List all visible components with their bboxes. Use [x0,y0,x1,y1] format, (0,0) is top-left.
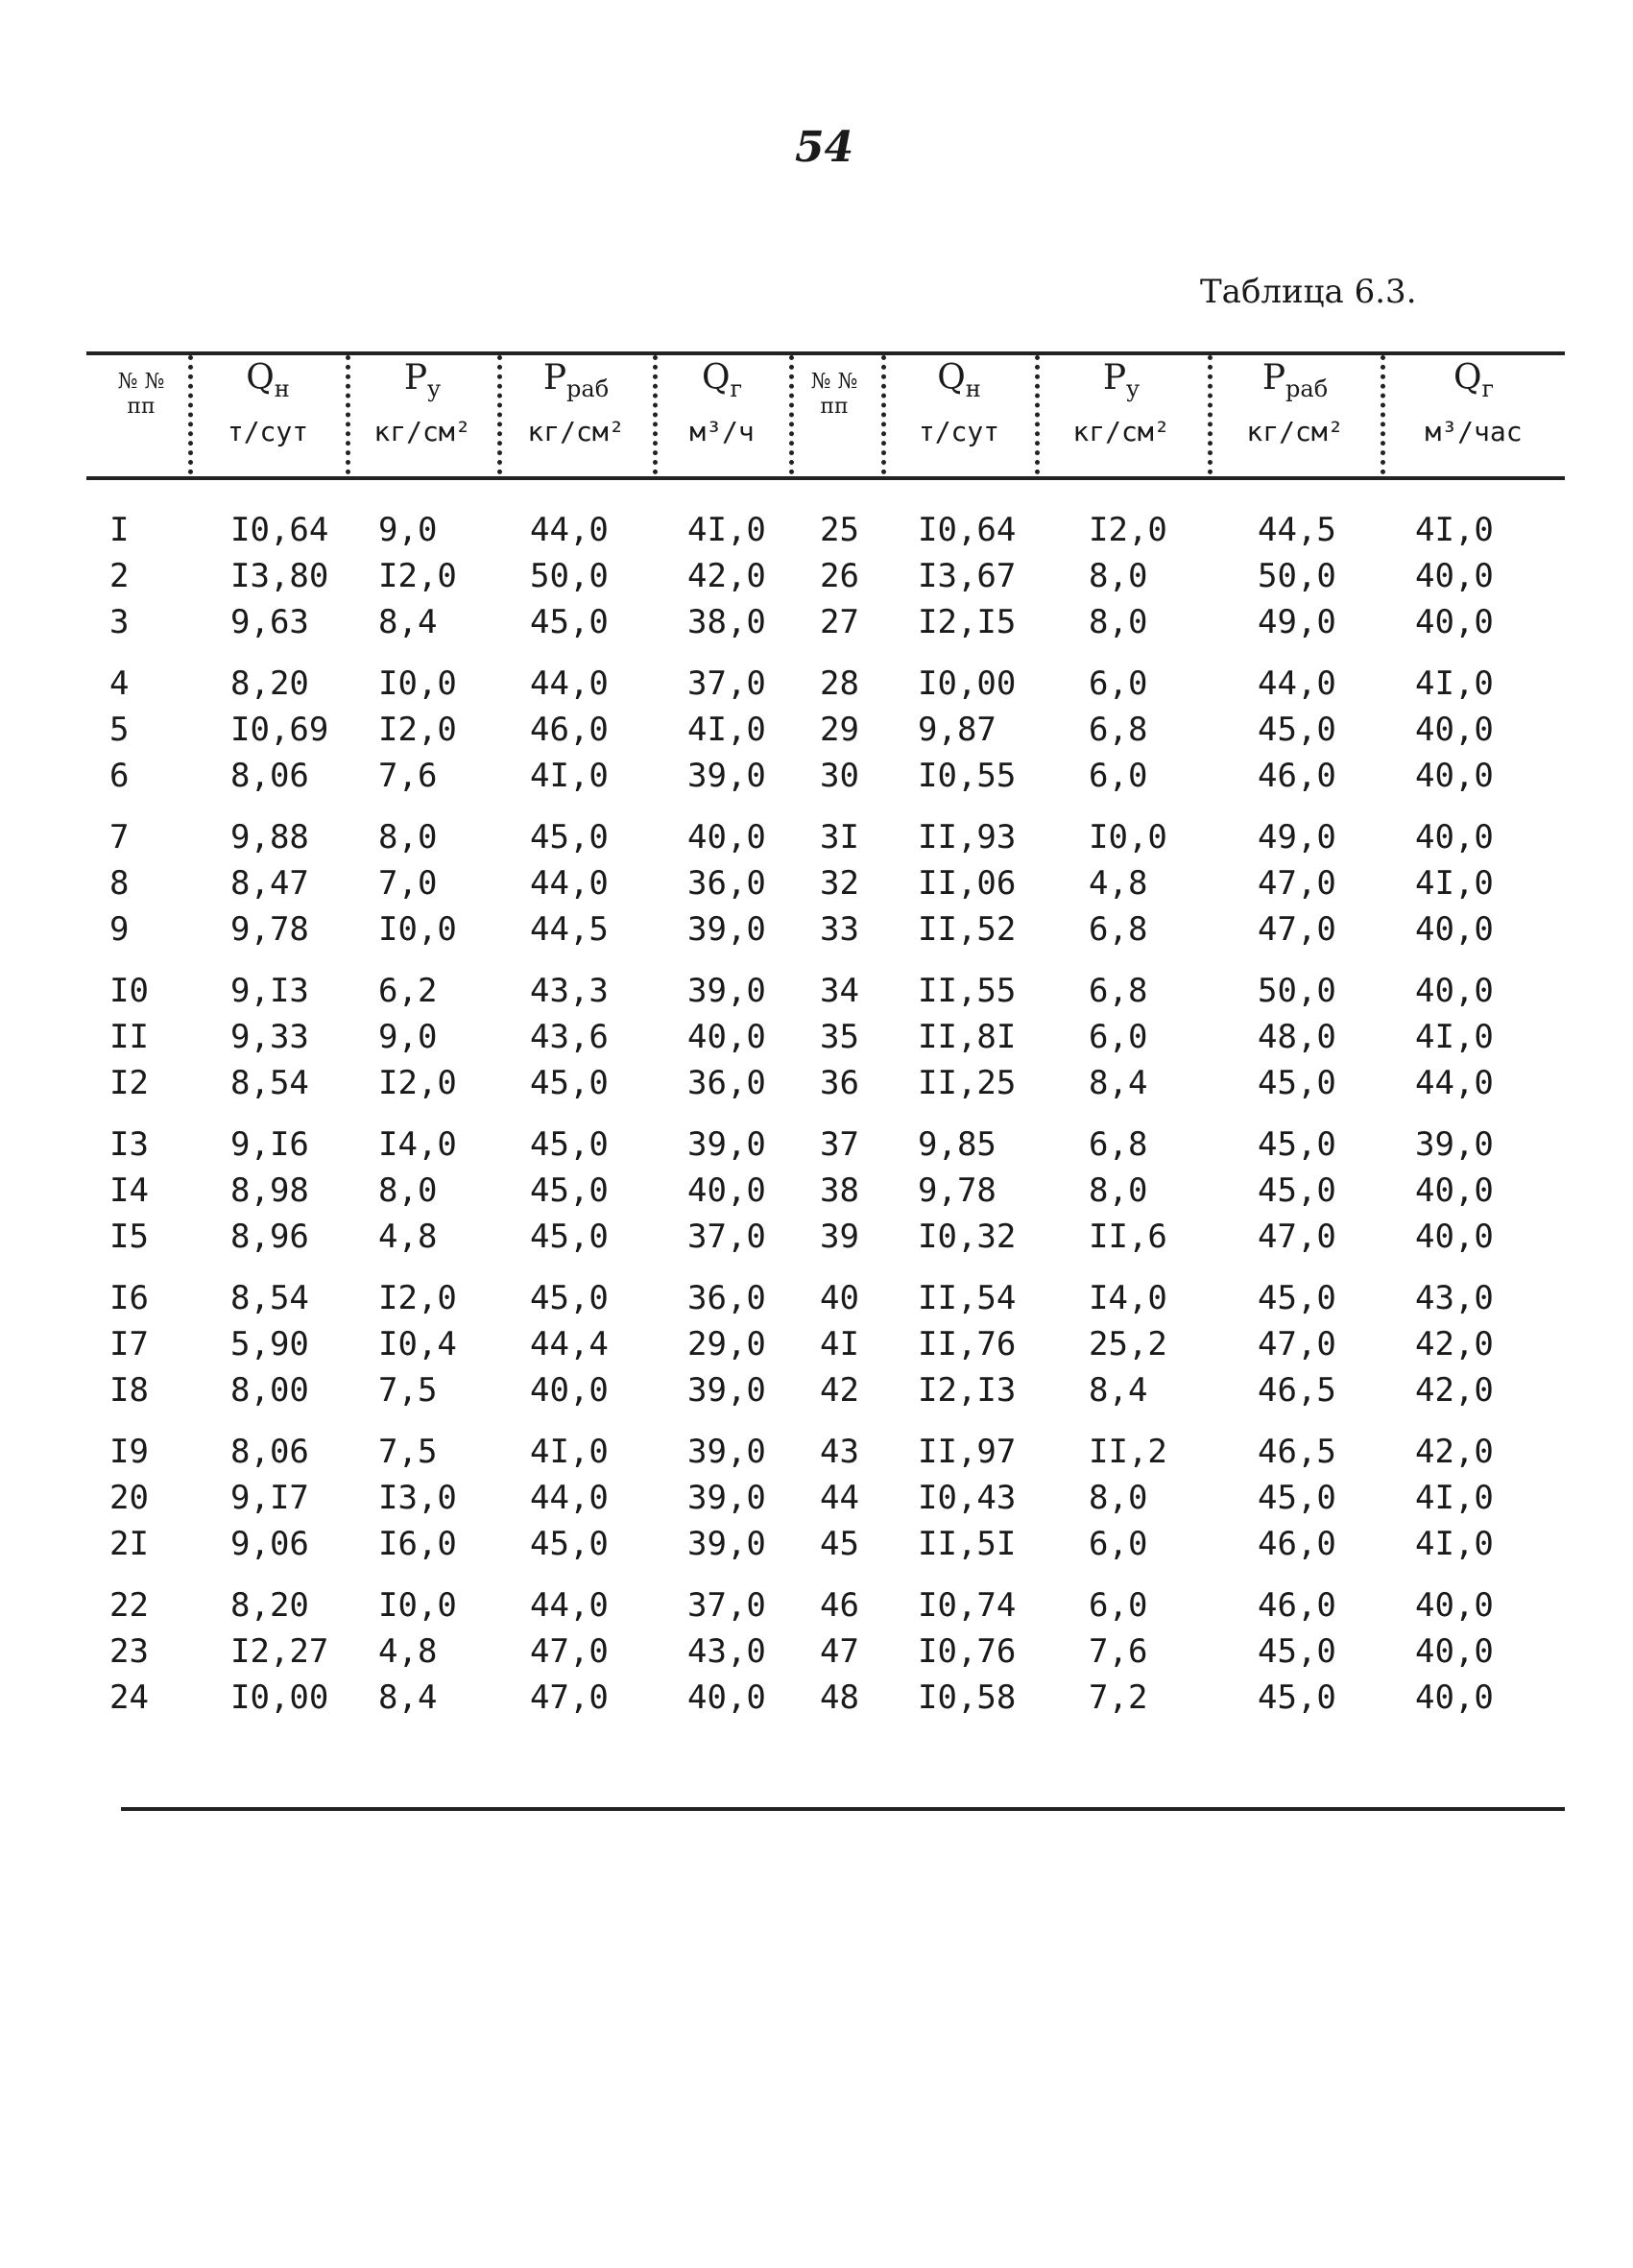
p-work-value-left: 47,0 [530,1632,609,1671]
q-oil-value-right: I0,74 [918,1586,1017,1625]
p-work-value-left: 43,6 [530,1018,609,1056]
p-work-value-right: 47,0 [1258,864,1336,903]
header-number-left: № № пп [117,370,165,420]
p-y-value-left: I0,0 [378,1586,457,1625]
p-y-value-right: 8,4 [1089,1064,1148,1102]
q-oil-value-left: 8,98 [230,1171,309,1210]
q-gas-value-right: 40,0 [1415,910,1494,949]
q-gas-value-right: 42,0 [1415,1433,1494,1471]
row-number-left: 20 [109,1479,149,1517]
p-y-value-right: 4,8 [1089,864,1148,903]
row-number-left: 2 [109,557,130,595]
table-row [0,557,1633,603]
p-y-value-right: 8,4 [1089,1371,1148,1410]
row-number-left: 24 [109,1678,149,1717]
table-row [0,1171,1633,1218]
row-group [0,1279,1633,1417]
header-p-y-left: $P_у$ кг/см² [373,358,471,447]
row-number-left: 23 [109,1632,149,1671]
p-y-value-left: 7,0 [378,864,438,903]
p-y-value-right: 6,8 [1089,1125,1148,1164]
q-gas-value-left: 40,0 [687,1678,766,1717]
p-work-value-right: 45,0 [1258,1632,1336,1671]
p-work-value-right: 46,5 [1258,1371,1336,1410]
q-gas-value-right: 40,0 [1415,1171,1494,1210]
row-number-right: 42 [820,1371,859,1410]
q-oil-value-right: I3,67 [918,557,1017,595]
p-work-value-left: 45,0 [530,1064,609,1102]
p-work-value-left: 44,4 [530,1325,609,1363]
q-oil-value-left: I2,27 [230,1632,329,1671]
p-y-value-left: I3,0 [378,1479,457,1517]
p-y-value-left: 8,4 [378,603,438,641]
q-oil-value-right: II,8I [918,1018,1017,1056]
row-number-left: 2I [109,1525,149,1563]
q-gas-value-right: 4I,0 [1415,864,1494,903]
row-number-right: 37 [820,1125,859,1164]
p-work-value-left: 45,0 [530,1125,609,1164]
q-oil-value-right: 9,87 [918,711,997,749]
row-group [0,1586,1633,1725]
row-group [0,664,1633,803]
q-gas-value-left: 4I,0 [687,511,766,549]
q-oil-value-left: 8,96 [230,1218,309,1256]
q-gas-value-right: 44,0 [1415,1064,1494,1102]
q-oil-value-left: 9,33 [230,1018,309,1056]
q-oil-value-right: I0,43 [918,1479,1017,1517]
p-y-value-left: I6,0 [378,1525,457,1563]
q-gas-value-right: 40,0 [1415,1632,1494,1671]
p-y-value-left: 9,0 [378,511,438,549]
row-number-right: 43 [820,1433,859,1471]
q-gas-value-left: 39,0 [687,1525,766,1563]
q-gas-value-left: 43,0 [687,1632,766,1671]
header-q-gas-right: $Q_г$ м³/час [1425,358,1523,447]
row-number-right: 27 [820,603,859,641]
q-oil-value-left: 9,63 [230,603,309,641]
p-y-value-right: II,6 [1089,1218,1167,1256]
p-y-value-right: 7,2 [1089,1678,1148,1717]
p-y-value-left: I2,0 [378,557,457,595]
row-number-right: 4I [820,1325,859,1363]
p-work-value-right: 44,5 [1258,511,1336,549]
q-gas-value-left: 37,0 [687,1586,766,1625]
p-y-value-left: I2,0 [378,1064,457,1102]
p-y-value-right: 7,6 [1089,1632,1148,1671]
table-row [0,664,1633,711]
q-oil-value-right: II,25 [918,1064,1017,1102]
q-oil-value-left: 9,88 [230,818,309,857]
p-work-value-right: 49,0 [1258,818,1336,857]
q-gas-value-right: 40,0 [1415,1586,1494,1625]
p-work-value-left: 46,0 [530,711,609,749]
q-gas-value-right: 40,0 [1415,1218,1494,1256]
q-gas-value-left: 38,0 [687,603,766,641]
row-number-right: 48 [820,1678,859,1717]
p-y-value-left: 8,4 [378,1678,438,1717]
row-number-left: 7 [109,818,130,857]
row-number-right: 47 [820,1632,859,1671]
q-oil-value-left: 9,06 [230,1525,309,1563]
row-number-left: I3 [109,1125,149,1164]
p-work-value-left: 45,0 [530,1525,609,1563]
table-row [0,1525,1633,1571]
table-row [0,910,1633,956]
p-y-value-left: 7,5 [378,1371,438,1410]
q-oil-value-left: 8,54 [230,1064,309,1102]
header-q-oil-left: $Q_н$ т/сут [227,358,309,447]
table-row [0,757,1633,803]
p-y-value-left: I0,4 [378,1325,457,1363]
p-y-value-right: 6,8 [1089,711,1148,749]
q-gas-value-right: 4I,0 [1415,1479,1494,1517]
row-group [0,1125,1633,1264]
table-row [0,1632,1633,1678]
p-work-value-right: 46,0 [1258,1586,1336,1625]
p-work-value-right: 45,0 [1258,711,1336,749]
header-number-right: № № пп [810,370,858,420]
row-number-right: 33 [820,910,859,949]
row-number-left: I9 [109,1433,149,1471]
p-work-value-right: 50,0 [1258,972,1336,1010]
p-work-value-right: 45,0 [1258,1125,1336,1164]
p-y-value-right: 6,0 [1089,664,1148,703]
q-gas-value-left: 39,0 [687,757,766,795]
table-row [0,1125,1633,1171]
header-p-work-left: $P_{раб}$ кг/см² [527,358,625,447]
q-gas-value-right: 40,0 [1415,1678,1494,1717]
p-work-value-right: 45,0 [1258,1479,1336,1517]
row-number-right: 32 [820,864,859,903]
q-oil-value-left: I0,69 [230,711,329,749]
q-oil-value-right: I2,I3 [918,1371,1017,1410]
table-row [0,1433,1633,1479]
table-header-rule [86,476,1565,480]
q-oil-value-left: 8,06 [230,757,309,795]
p-work-value-left: 45,0 [530,818,609,857]
row-number-right: 46 [820,1586,859,1625]
p-work-value-left: 45,0 [530,1171,609,1210]
p-work-value-left: 4I,0 [530,757,609,795]
p-work-value-left: 44,0 [530,511,609,549]
header-q-oil-right: $Q_н$ т/сут [918,358,1000,447]
q-oil-value-right: I0,76 [918,1632,1017,1671]
q-gas-value-right: 4I,0 [1415,1525,1494,1563]
table-row [0,603,1633,649]
q-gas-value-right: 40,0 [1415,603,1494,641]
p-work-value-left: 44,0 [530,1479,609,1517]
table-row [0,1064,1633,1110]
q-gas-value-left: 4I,0 [687,711,766,749]
p-work-value-right: 45,0 [1258,1678,1336,1717]
header-p-y-right: $P_у$ кг/см² [1072,358,1170,447]
p-work-value-right: 49,0 [1258,603,1336,641]
q-gas-value-left: 39,0 [687,1371,766,1410]
table-row [0,1371,1633,1417]
p-y-value-left: 6,2 [378,972,438,1010]
p-work-value-left: 45,0 [530,1279,609,1317]
p-y-value-right: 8,0 [1089,1171,1148,1210]
p-y-value-left: 8,0 [378,1171,438,1210]
q-gas-value-right: 42,0 [1415,1371,1494,1410]
table-row [0,1586,1633,1632]
p-y-value-left: I4,0 [378,1125,457,1164]
table-row [0,864,1633,910]
p-y-value-right: I0,0 [1089,818,1167,857]
p-y-value-right: 8,0 [1089,603,1148,641]
q-gas-value-right: 40,0 [1415,972,1494,1010]
row-number-left: 4 [109,664,130,703]
row-number-left: 22 [109,1586,149,1625]
row-group [0,972,1633,1110]
table-top-rule [86,351,1565,355]
q-oil-value-right: II,5I [918,1525,1017,1563]
row-number-left: 5 [109,711,130,749]
q-oil-value-left: 8,20 [230,664,309,703]
q-oil-value-right: 9,78 [918,1171,997,1210]
q-gas-value-left: 36,0 [687,1064,766,1102]
p-work-value-right: 45,0 [1258,1279,1336,1317]
p-y-value-right: 25,2 [1089,1325,1167,1363]
q-oil-value-left: 8,06 [230,1433,309,1471]
p-work-value-left: 44,5 [530,910,609,949]
table-row [0,1279,1633,1325]
q-gas-value-left: 39,0 [687,1479,766,1517]
p-y-value-left: 4,8 [378,1218,438,1256]
q-gas-value-left: 40,0 [687,1171,766,1210]
row-number-right: 45 [820,1525,859,1563]
p-y-value-left: I0,0 [378,664,457,703]
p-work-value-right: 47,0 [1258,910,1336,949]
p-work-value-right: 44,0 [1258,664,1336,703]
row-number-right: 40 [820,1279,859,1317]
q-gas-value-right: 40,0 [1415,711,1494,749]
p-y-value-right: 8,0 [1089,1479,1148,1517]
p-y-value-right: 8,0 [1089,557,1148,595]
p-work-value-right: 50,0 [1258,557,1336,595]
q-gas-value-right: 43,0 [1415,1279,1494,1317]
q-gas-value-left: 39,0 [687,972,766,1010]
p-y-value-right: 6,8 [1089,910,1148,949]
p-work-value-left: 4I,0 [530,1433,609,1471]
q-gas-value-left: 37,0 [687,1218,766,1256]
q-gas-value-left: 39,0 [687,1125,766,1164]
q-gas-value-right: 42,0 [1415,1325,1494,1363]
row-number-right: 29 [820,711,859,749]
q-oil-value-right: I0,58 [918,1678,1017,1717]
q-gas-value-left: 40,0 [687,1018,766,1056]
table-row [0,818,1633,864]
p-work-value-left: 47,0 [530,1678,609,1717]
p-y-value-right: 6,0 [1089,1018,1148,1056]
q-oil-value-left: I3,80 [230,557,329,595]
table-row [0,1218,1633,1264]
q-oil-value-right: I0,55 [918,757,1017,795]
table-row [0,972,1633,1018]
table-caption: Таблица 6.3. [1200,273,1417,311]
q-oil-value-left: 9,I3 [230,972,309,1010]
p-work-value-left: 43,3 [530,972,609,1010]
table-row [0,1479,1633,1525]
p-y-value-right: 6,8 [1089,972,1148,1010]
row-number-left: I8 [109,1371,149,1410]
q-oil-value-left: 9,I7 [230,1479,309,1517]
q-oil-value-left: I0,00 [230,1678,329,1717]
row-number-right: 28 [820,664,859,703]
p-work-value-right: 46,5 [1258,1433,1336,1471]
q-oil-value-right: II,52 [918,910,1017,949]
row-number-right: 36 [820,1064,859,1102]
q-oil-value-right: I0,32 [918,1218,1017,1256]
row-number-left: II [109,1018,149,1056]
header-q-gas-left: $Q_г$ м³/ч [689,358,755,447]
p-work-value-left: 40,0 [530,1371,609,1410]
q-oil-value-left: 5,90 [230,1325,309,1363]
q-oil-value-left: 9,I6 [230,1125,309,1164]
p-work-value-right: 45,0 [1258,1171,1336,1210]
q-gas-value-left: 42,0 [687,557,766,595]
p-work-value-left: 44,0 [530,864,609,903]
row-number-left: 6 [109,757,130,795]
p-work-value-left: 45,0 [530,603,609,641]
p-y-value-left: I0,0 [378,910,457,949]
q-gas-value-right: 40,0 [1415,757,1494,795]
row-group [0,511,1633,649]
row-number-left: I2 [109,1064,149,1102]
row-number-left: 8 [109,864,130,903]
row-number-left: I0 [109,972,149,1010]
table-row [0,1678,1633,1725]
row-number-right: 38 [820,1171,859,1210]
p-y-value-left: I2,0 [378,1279,457,1317]
q-gas-value-left: 40,0 [687,818,766,857]
q-gas-value-right: 40,0 [1415,818,1494,857]
p-work-value-right: 46,0 [1258,757,1336,795]
p-y-value-left: 8,0 [378,818,438,857]
p-work-value-right: 47,0 [1258,1325,1336,1363]
p-work-value-left: 44,0 [530,664,609,703]
p-work-value-right: 47,0 [1258,1218,1336,1256]
q-oil-value-left: 8,20 [230,1586,309,1625]
q-gas-value-right: 4I,0 [1415,664,1494,703]
row-number-right: 25 [820,511,859,549]
table-row [0,1325,1633,1371]
row-number-right: 26 [820,557,859,595]
p-work-value-right: 45,0 [1258,1064,1336,1102]
table-row [0,1018,1633,1064]
p-y-value-right: 6,0 [1089,757,1148,795]
row-number-right: 44 [820,1479,859,1517]
row-number-left: I4 [109,1171,149,1210]
q-gas-value-right: 4I,0 [1415,511,1494,549]
q-oil-value-left: 8,00 [230,1371,309,1410]
q-gas-value-right: 40,0 [1415,557,1494,595]
header-p-work-right: $P_{раб}$ кг/см² [1246,358,1344,447]
row-number-left: I6 [109,1279,149,1317]
table-bottom-rule [121,1807,1565,1811]
p-work-value-right: 46,0 [1258,1525,1336,1563]
row-number-left: I [109,511,130,549]
p-y-value-right: I4,0 [1089,1279,1167,1317]
row-number-left: 9 [109,910,130,949]
q-oil-value-left: 9,78 [230,910,309,949]
q-oil-value-left: 8,47 [230,864,309,903]
p-y-value-left: 9,0 [378,1018,438,1056]
q-oil-value-right: II,93 [918,818,1017,857]
q-oil-value-right: II,06 [918,864,1017,903]
p-y-value-right: 6,0 [1089,1586,1148,1625]
row-number-right: 39 [820,1218,859,1256]
row-number-right: 35 [820,1018,859,1056]
q-gas-value-left: 37,0 [687,664,766,703]
q-oil-value-left: 8,54 [230,1279,309,1317]
row-number-left: I5 [109,1218,149,1256]
q-oil-value-right: II,97 [918,1433,1017,1471]
p-y-value-right: I2,0 [1089,511,1167,549]
p-y-value-right: II,2 [1089,1433,1167,1471]
p-y-value-right: 6,0 [1089,1525,1148,1563]
table-row [0,511,1633,557]
q-gas-value-left: 39,0 [687,1433,766,1471]
q-oil-value-right: I0,00 [918,664,1017,703]
q-oil-value-left: I0,64 [230,511,329,549]
row-number-right: 3I [820,818,859,857]
q-gas-value-left: 29,0 [687,1325,766,1363]
q-gas-value-right: 4I,0 [1415,1018,1494,1056]
page-number: 54 [795,123,854,172]
p-y-value-left: 4,8 [378,1632,438,1671]
q-gas-value-right: 39,0 [1415,1125,1494,1164]
q-gas-value-left: 39,0 [687,910,766,949]
row-number-left: I7 [109,1325,149,1363]
q-gas-value-left: 36,0 [687,1279,766,1317]
q-oil-value-right: II,55 [918,972,1017,1010]
p-y-value-left: 7,5 [378,1433,438,1471]
p-y-value-left: I2,0 [378,711,457,749]
row-number-right: 30 [820,757,859,795]
q-oil-value-right: II,54 [918,1279,1017,1317]
p-work-value-left: 45,0 [530,1218,609,1256]
p-work-value-right: 48,0 [1258,1018,1336,1056]
p-work-value-left: 50,0 [530,557,609,595]
row-number-left: 3 [109,603,130,641]
row-number-right: 34 [820,972,859,1010]
p-y-value-left: 7,6 [378,757,438,795]
q-oil-value-right: 9,85 [918,1125,997,1164]
row-group [0,818,1633,956]
p-work-value-left: 44,0 [530,1586,609,1625]
q-oil-value-right: I2,I5 [918,603,1017,641]
q-oil-value-right: II,76 [918,1325,1017,1363]
q-gas-value-left: 36,0 [687,864,766,903]
q-oil-value-right: I0,64 [918,511,1017,549]
row-group [0,1433,1633,1571]
table-body [0,511,1633,1740]
table-row [0,711,1633,757]
